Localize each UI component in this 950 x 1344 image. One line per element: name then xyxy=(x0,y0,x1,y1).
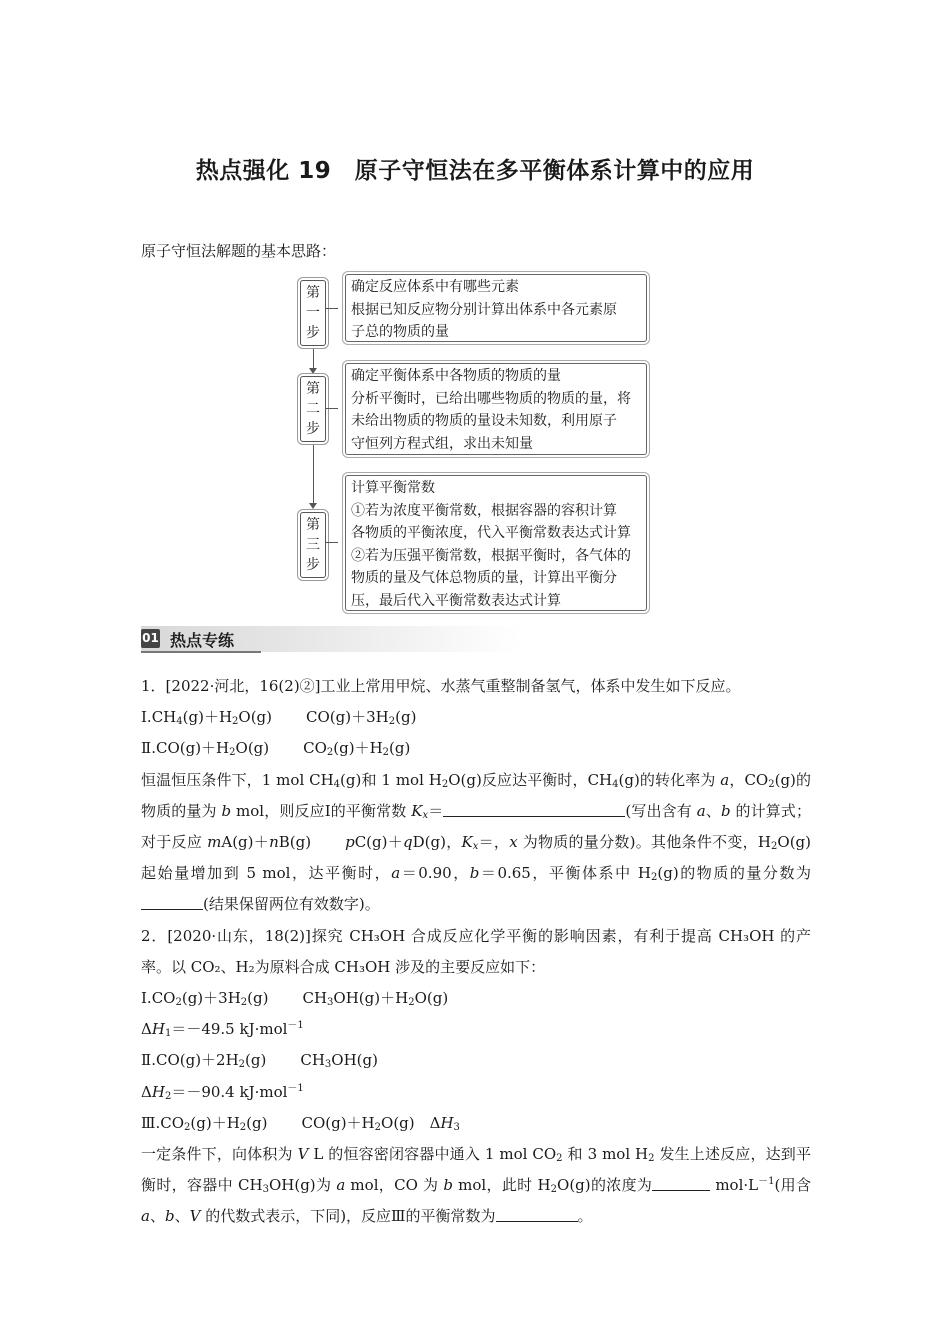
step-line: 分析平衡时，已给出哪些物质的物质的量，将 xyxy=(351,390,631,407)
q2-reaction-1: $Ⅰ.CO_2(g)+3H_2(g)$ $CH_3OH(g)+H_2O(g)$ xyxy=(141,989,449,1009)
step-line: 根据已知反应物分别计算出体系中各元素原 xyxy=(351,301,617,318)
connector-line xyxy=(326,542,338,543)
q1-source: 1．[2022·河北，16(2)②]工业上常用甲烷、水蒸气重整制备氢气，体系中发生如下反应。 xyxy=(141,677,741,695)
exercise-body xyxy=(141,671,811,1233)
step-line: 确定平衡体系中各物质的物质的量 xyxy=(351,368,561,384)
step-3-box xyxy=(345,475,647,611)
flowchart xyxy=(296,272,656,614)
q1-question: 恒温恒压条件下，1 mol $CH_4(g)$和 1 mol $H_2O(g)$反应达平衡时，$CH_4(g)$的转化率为 a，$CO_2(g)$的物质的量为 b mol，则反应Ⅰ的平衡常数 $K_x=$ (写出含有 a、b 的计算式；对于反应 mA(g)＋nB(g) pC(g)＋qD(g)，$K_x=$，x 为物质的量分数)。其他条件不变，$H_2O(g)$起始量增加到 5 mol，达平衡时，a＝0.90，b＝0.65，平衡体系中 $H_2(g)$的物质的量分数为(结果保留两位有效数字)。 xyxy=(141,770,812,914)
q2-dh2: $\Delta H_2=-90.4$ kJ·mol$^{-1}$ xyxy=(141,1082,304,1102)
arrow-down-icon xyxy=(309,503,317,509)
answer-blank[interactable] xyxy=(652,1175,710,1191)
q2-reaction-3: $Ⅲ.CO_2(g)+H_2(g)$ $CO(g)+H_2O(g)$ $\Delta H_3$ xyxy=(141,1113,460,1133)
step-line: 未给出物质的物质的量设未知数，利用原子 xyxy=(351,413,617,429)
q2-reaction-2: $Ⅱ.CO(g)+2H_2(g)$ $CH_3OH(g)$ xyxy=(141,1051,378,1071)
q1-reaction-2: $Ⅱ.CO(g)+H_2O(g)$ $CO_2(g)+H_2(g)$ xyxy=(141,739,411,759)
step-1-box xyxy=(345,274,647,342)
step-line: 压，最后代入平衡常数表达式计算 xyxy=(351,592,561,609)
q2-question: 一定条件下，向体积为 V L 的恒容密闭容器中通入 1 mol $CO_2$ 和 3 mol $H_2$ 发生上述反应，达到平衡时，容器中 $CH_3OH(g)$为 a mol，CO 为 b mol，此时 $H_2O(g)$的浓度为 $mol\cdot L^{-1}$(用含 a、b、V 的代数式表示，下同)，反应Ⅲ的平衡常数为 。 xyxy=(141,1145,811,1226)
step-1-label: 第 一 步 xyxy=(300,280,326,346)
section-badge-icon: 01 xyxy=(141,629,160,648)
q2-source: 2．[2020·山东，18(2)]探究 CH₃OH 合成反应化学平衡的影响因素，有利于提高 CH₃OH 的产率。以 CO₂、H₂为原料合成 CH₃OH 涉及的主要反应如下： xyxy=(141,926,811,976)
answer-blank[interactable] xyxy=(496,1206,578,1222)
step-line: ②若为压强平衡常数，根据平衡时，各气体的 xyxy=(351,547,631,564)
intro-text: 原子守恒法解题的基本思路： xyxy=(141,242,337,260)
step-line: 各物质的平衡浓度，代入平衡常数表达式计算 xyxy=(351,525,631,541)
section-underline xyxy=(141,651,261,653)
step-2-label: 第 二 步 xyxy=(300,376,326,442)
page-title: 热点强化 19 原子守恒法在多平衡体系计算中的应用 xyxy=(195,158,755,184)
step-line: 计算平衡常数 xyxy=(351,480,435,496)
step-3-label: 第 三 步 xyxy=(300,512,326,578)
connector-line xyxy=(326,408,338,409)
connector-line xyxy=(313,438,314,505)
step-line: 确定反应体系中有哪些元素 xyxy=(351,279,519,295)
connector-line xyxy=(326,308,338,309)
q1-reaction-1: $Ⅰ.CH_4(g)+H_2O(g)$ $CO(g)+3H_2(g)$ xyxy=(141,708,417,728)
answer-blank[interactable] xyxy=(141,894,203,910)
section-title: 热点专练 xyxy=(170,631,235,650)
arrow-down-icon xyxy=(309,368,317,374)
q2-dh1: $\Delta H_1=-49.5$ kJ·mol$^{-1}$ xyxy=(141,1020,304,1040)
step-line: 守恒列方程式组，求出未知量 xyxy=(351,435,533,452)
step-line: 子总的物质的量 xyxy=(351,324,449,340)
step-line: 物质的量及气体总物质的量，计算出平衡分 xyxy=(351,570,617,586)
answer-blank[interactable] xyxy=(443,801,625,817)
step-2-box xyxy=(345,363,647,455)
section-header xyxy=(141,626,521,652)
step-line: ①若为浓度平衡常数，根据容器的容积计算 xyxy=(351,502,617,519)
